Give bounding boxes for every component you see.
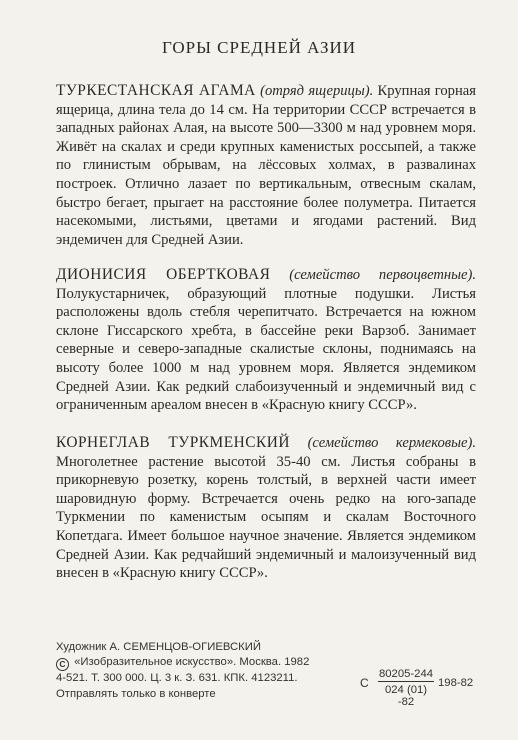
article-classification: (отряд ящерицы). (260, 83, 374, 99)
copyright-icon: C (56, 658, 69, 671)
article-classification: (семейство первоцветные). (289, 267, 477, 283)
artist-credit: Художник А. СЕМЕНЦОВ-ОГИЕВСКИЙ (56, 641, 261, 653)
imprint-footer (56, 640, 356, 702)
article-heading: ТУРКЕСТАНСКАЯ АГАМА (56, 82, 256, 99)
article-heading: КОРНЕГЛАВ ТУРКМЕНСКИЙ (56, 434, 290, 451)
page-title: ГОРЫ СРЕДНЕЙ АЗИИ (161, 38, 357, 57)
index-denominator: 024 (01) -82 (384, 684, 428, 708)
index-numerator: 80205-244 (378, 668, 434, 680)
mailing-note: Отправлять только в конверте (56, 687, 216, 700)
index-fraction (378, 668, 434, 708)
article-heading: ДИОНИСИЯ ОБЕРТКОВАЯ (56, 266, 271, 283)
publisher-name: «Изобразительное искусство». Москва. 1982 (74, 656, 310, 669)
article-turkestan-agama (56, 82, 476, 249)
article-classification: (семейство кермековые). (307, 435, 477, 451)
index-suffix: 198-82 (438, 677, 474, 689)
article-body: Многолетнее растение высотой 35-40 см. Листья собраны в прикорневую розетку, корень толстый, в верхней части имеет шаровидную форму. Встречается очень редко на юго-западе Туркмении по каменистым осыпям и скалам Восточного Копетдага. Имеет большое научное значение. Является эндемиком Средней Азии. Как редчайший эндемичный и малоизученный вид внесен в «Красную книгу СССР». (56, 453, 476, 582)
print-info: 4-521. Т. 300 000. Ц. 3 к. З. 631. КПК. 4123211. (56, 672, 298, 685)
publisher-line (56, 655, 356, 671)
article-body: Полукустарничек, образующий плотные подушки. Листья расположены вдоль стебля черепитчато. Встречается на южном склоне Гиссарского хребта, в бассейне реки Варзоб. Занимает северные и северо-западные скалистые склоны, поднимаясь на высоту более 1000 м над уровнем моря. Является эндемиком Средней Азии. Как редкий слабоизученный и эндемичный вид с ограниченным ареалом внесен в «Красную книгу СССР». (56, 285, 476, 414)
article-body: Крупная горная ящерица, длина тела до 14 см. На территории СССР встречается в западных районах Алая, на высоте 500—3300 м над уровнем моря. Живёт на скалах и среди крупных каменистых россыпей, а также по глинистым обрывам, на лёссовых холмах, в развалинах построек. Отлично лазает по вертикальным, отвесным скалам, быстро бегает, прыгает на расстояние более полуметра. Питается насекомыми, листьями, цветами и ягодами растений. Вид эндемичен для Средней Азии. (56, 83, 476, 248)
article-korneglav (56, 434, 476, 583)
article-dionysia (56, 266, 476, 415)
index-prefix: С (360, 676, 369, 690)
